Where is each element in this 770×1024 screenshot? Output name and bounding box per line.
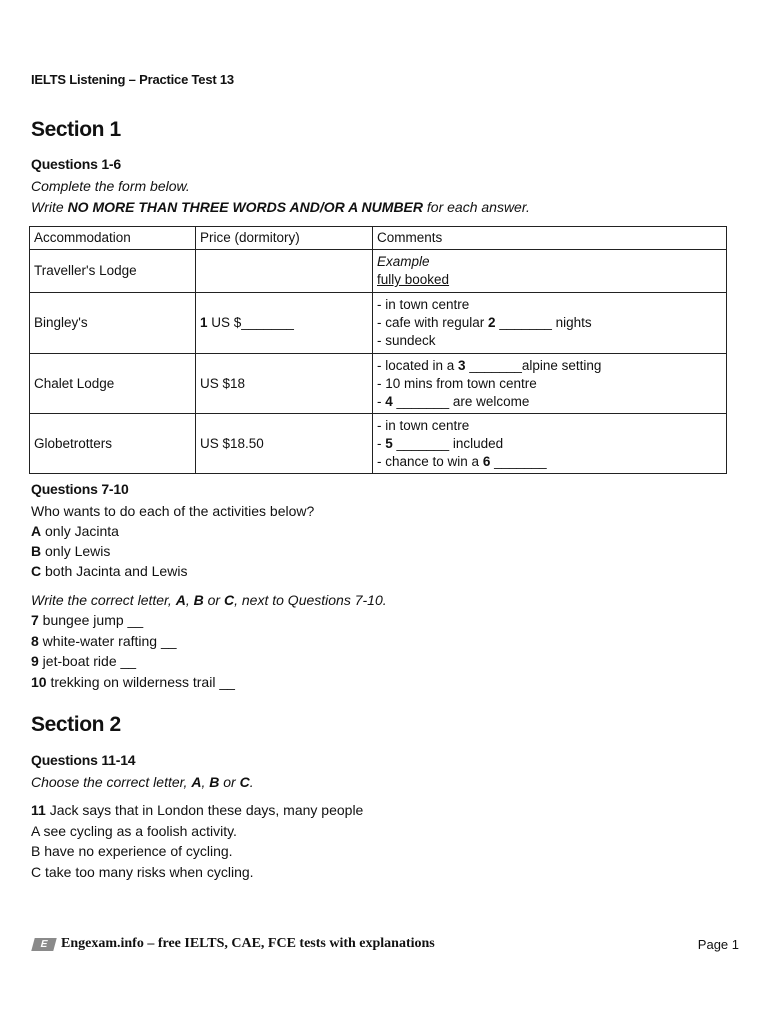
comments-cell: - in town centre - 5 _______ included - chance to win a 6 _______ xyxy=(373,414,727,474)
question-10: 10 trekking on wilderness trail __ xyxy=(31,674,235,690)
example-label: Example xyxy=(377,254,430,269)
accommodation-name: Bingley's xyxy=(30,293,196,354)
question-prompt: Who wants to do each of the activities below? xyxy=(31,503,315,519)
question-11-option-a: A see cycling as a foolish activity. xyxy=(31,823,237,839)
question-11: 11 Jack says that in London these days, many people xyxy=(31,802,364,818)
example-value: fully booked xyxy=(377,272,450,287)
question-8: 8 white-water rafting __ xyxy=(31,633,177,649)
table-row xyxy=(30,250,727,293)
footer-text: Engexam.info – free IELTS, CAE, FCE tests with explanations xyxy=(61,936,435,951)
option-c: C both Jacinta and Lewis xyxy=(31,563,188,579)
question-11-option-c: C take too many risks when cycling. xyxy=(31,864,254,880)
questions-1-6-heading: Questions 1-6 xyxy=(31,156,121,172)
table-row xyxy=(30,354,727,414)
page-header-title: IELTS Listening – Practice Test 13 xyxy=(31,72,234,87)
table-header-cell: Comments xyxy=(373,227,727,250)
option-a: A only Jacinta xyxy=(31,523,119,539)
page-number: Page 1 xyxy=(697,937,739,952)
accommodation-name: Traveller's Lodge xyxy=(30,250,196,293)
price-cell: US $18 xyxy=(196,354,373,414)
comments-cell: - located in a 3 _______alpine setting - 10 mins from town centre - 4 _______ are welcome xyxy=(373,354,727,414)
question-7: 7 bungee jump __ xyxy=(31,612,144,628)
section-1-title: Section 1 xyxy=(31,118,121,141)
instruction-choose-letter: Choose the correct letter, A, B or C. xyxy=(31,774,254,790)
accommodation-name: Globetrotters xyxy=(30,414,196,474)
price-cell: US $18.50 xyxy=(196,414,373,474)
accommodation-form-table xyxy=(29,226,727,474)
price-cell: 1 US $_______ xyxy=(196,293,373,354)
questions-11-14-heading: Questions 11-14 xyxy=(31,752,136,768)
table-header-row xyxy=(30,227,727,250)
section-2-title: Section 2 xyxy=(31,713,121,736)
engexam-logo-icon: E xyxy=(31,938,56,951)
comments-cell: - in town centre - cafe with regular 2 _______ nights - sundeck xyxy=(373,293,727,354)
question-9: 9 jet-boat ride __ xyxy=(31,653,137,669)
instruction-complete-form: Complete the form below. xyxy=(31,178,190,194)
page-footer xyxy=(33,936,435,952)
questions-7-10-heading: Questions 7-10 xyxy=(31,481,129,497)
table-row xyxy=(30,414,727,474)
table-row xyxy=(30,293,727,354)
table-header-cell: Accommodation xyxy=(30,227,196,250)
table-header-cell: Price (dormitory) xyxy=(196,227,373,250)
option-b: B only Lewis xyxy=(31,543,111,559)
question-11-option-b: B have no experience of cycling. xyxy=(31,843,233,859)
comments-cell xyxy=(373,250,727,293)
instruction-write-letter: Write the correct letter, A, B or C, next to Questions 7-10. xyxy=(31,592,387,608)
accommodation-name: Chalet Lodge xyxy=(30,354,196,414)
price-cell xyxy=(196,250,373,293)
instruction-word-limit: Write NO MORE THAN THREE WORDS AND/OR A NUMBER for each answer. xyxy=(31,199,530,215)
